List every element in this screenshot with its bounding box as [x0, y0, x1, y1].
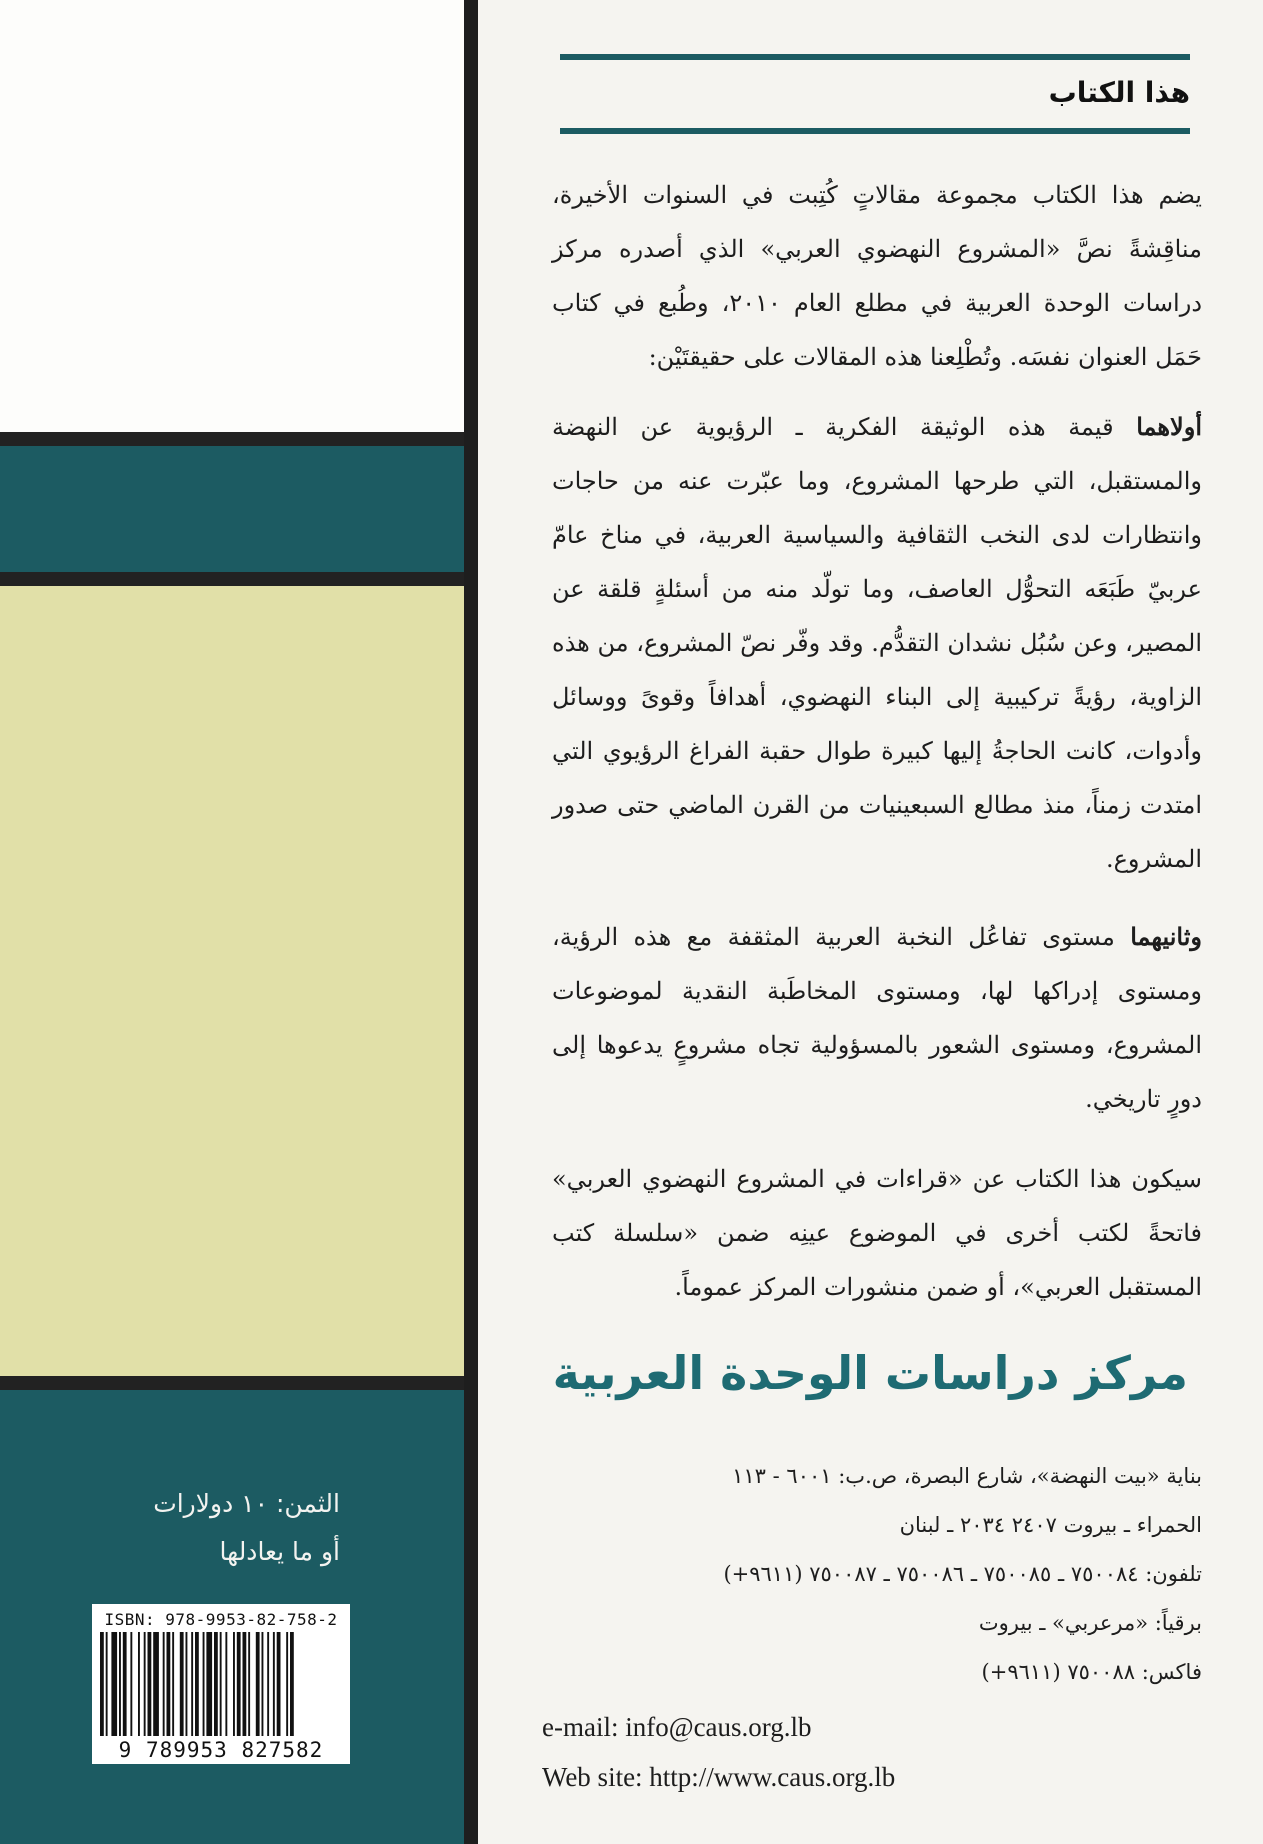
paragraph-closing: سيكون هذا الكتاب عن «قراءات في المشروع النهضوي العربي» فاتحةً لكتب أخرى في الموضوع عينِه ضمن «سلسلة كتب المستقبل العربي»، أو ضمن منشورات المركز عموماً. [552, 1165, 1202, 1301]
white-block [0, 0, 478, 432]
dark-divider-bar [0, 432, 478, 446]
price-equivalent: أو ما يعادلها [219, 1537, 340, 1566]
left-color-panel [0, 0, 478, 1844]
vertical-divider [464, 0, 478, 1844]
telegraph-line: برقياً: «مرعربي» ـ بيروت [978, 1611, 1202, 1635]
paragraph-lead: وثانيهما [1130, 922, 1202, 951]
email-address[interactable]: e-mail: info@caus.org.lb [542, 1712, 812, 1742]
paragraph-body: مستوى تفاعُل النخبة العربية المثقفة مع هذه الرؤية، ومستوى إدراكها لها، ومستوى المخاطَبة النقدية لموضوعات المشروع، ومستوى الشعور بالمسؤولية تجاه مشروعٍ يدعوها إلى دورٍ تاريخي. [552, 923, 1202, 1113]
website-link[interactable]: Web site: http://www.caus.org.lb [542, 1762, 896, 1792]
address-line: بناية «بيت النهضة»، شارع البصرة، ص.ب: ٦٠٠١ - ١١٣ [732, 1464, 1202, 1488]
paragraph-body: قيمة هذه الوثيقة الفكرية ـ الرؤيوية عن النهضة والمستقبل، التي طرحها المشروع، وما عبّرت عنه من حاجات وانتظارات لدى النخب الثقافية والسياسية العربية، في مناخ عامّ عربيّ طَبَعَه التحوُّل العاصف، وما تولّد منه من أسئلةٍ قلقة عن المصير، وعن سُبُل نشدان التقدُّم. وقد وفّر نصّ المشروع، من هذه الزاوية، رؤيةً تركيبية إلى البناء النهضوي، أهدافاً وقوىً ووسائل وأدوات، كانت الحاجةُ إليها كبيرة طوال حقبة الفراغ الرؤيوي التي امتدت زمناً، منذ مطالع السبعينيات من القرن الماضي حتى صدور المشروع. [552, 413, 1202, 873]
dark-divider-bar [0, 572, 478, 586]
isbn-number: ISBN: 978-9953-82-758-2 [104, 1610, 338, 1629]
barcode-digits: 9 789953 827582 [118, 1738, 324, 1762]
teal-block [0, 446, 478, 572]
paragraph-second-point [552, 910, 1202, 1126]
title-rule-top [560, 54, 1190, 60]
fax-line: فاكس: ٧٥٠٠٨٨ (٩٦١١+) [981, 1660, 1202, 1684]
text-column [478, 0, 1263, 1844]
publisher-name: مركز دراسات الوحدة العربية [552, 1346, 1188, 1400]
price-label [60, 1480, 340, 1576]
contact-block [552, 1452, 1202, 1697]
section-title: هذا الكتاب [1048, 76, 1190, 109]
barcode-bars [100, 1632, 342, 1736]
paragraph-intro: يضم هذا الكتاب مجموعة مقالاتٍ كُتِبت في السنوات الأخيرة، مناقِشةً نصَّ «المشروع النهضوي العربي» الذي أصدره مركز دراسات الوحدة العربية في مطلع العام ٢٠١٠، وطُبع في كتاب حَمَل العنوان نفسَه. وتُطْلِعنا هذه المقالات على حقيقتَيْن: [552, 181, 1203, 371]
phone-line: تلفون: ٧٥٠٠٨٤ ـ ٧٥٠٠٨٥ ـ ٧٥٠٠٨٦ ـ ٧٥٠٠٨٧ (٩٦١١+) [723, 1562, 1202, 1586]
paragraph-lead: أولاهما [1136, 412, 1202, 441]
title-rule-bottom [560, 128, 1190, 134]
yellow-block [0, 586, 478, 1376]
price-line: الثمن: ١٠ دولارات [153, 1489, 340, 1518]
address-line: الحمراء ـ بيروت ٢٤٠٧ ٢٠٣٤ ـ لبنان [899, 1513, 1202, 1537]
paragraph-first-point [552, 400, 1202, 886]
isbn-barcode [92, 1604, 350, 1764]
dark-divider-bar [0, 1376, 478, 1390]
